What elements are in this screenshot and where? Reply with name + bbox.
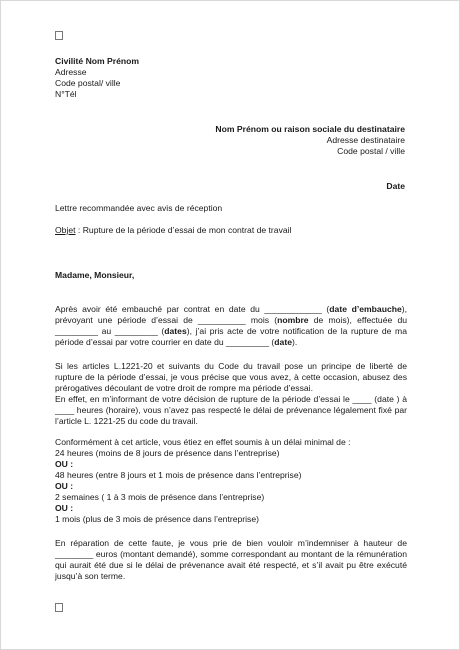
sender-block	[55, 56, 139, 100]
sender-address: Adresse	[55, 67, 87, 77]
paragraph-5-text: En réparation de cette faute, je vous prie de bien vouloir m’indemniser à hauteur de ________ euros (montant demandé), somme correspondant au montant de la rémunération qui aurait été due si le délai de prévenance avait été respecté, et s’il avait pu être exécuté jusqu’à son terme.	[55, 538, 407, 581]
list-item: OU :	[55, 503, 74, 513]
list-item: 1 mois (plus de 3 mois de présence dans l’entreprise)	[55, 514, 259, 524]
list-item: 24 heures (moins de 8 jours de présence dans l’entreprise)	[55, 448, 280, 458]
paragraph-4	[55, 437, 407, 525]
list-item: 48 heures (entre 8 jours et 1 mois de présence dans l’entreprise)	[55, 470, 302, 480]
recipient-block	[215, 124, 405, 157]
paragraph-3-text: En effet, en m’informant de votre décision de rupture de la période d’essai le ____ (date ) à ____ heures (horaire), vous n’avez pas respecté le délai de prévenance légalement fixé par l’article L. 1221-25 du code du travail.	[55, 394, 407, 426]
paragraph-1	[55, 304, 407, 348]
letter-date: Date	[386, 181, 405, 191]
subject-line	[55, 225, 291, 236]
paragraph-4-intro: Conformément à cet article, vous étiez en effet soumis à un délai minimal de :	[55, 437, 351, 447]
delay-list	[55, 448, 407, 525]
paragraph-2-text: Si les articles L.1221-20 et suivants du Code du travail pose un principe de liberté de rupture de la période d’essai, je vous précise que vous avez, à cette occasion, abusez des prérogatives découlant de votre droit de rompre ma période d’essai.	[55, 361, 407, 393]
mail-icon	[55, 31, 63, 40]
subject-text: : Rupture de la période d’essai de mon contrat de travail	[75, 225, 292, 235]
sender-phone: N°Tél	[55, 89, 77, 99]
registered-mail-line: Lettre recommandée avec avis de réception	[55, 203, 223, 213]
sender-name: Civilité Nom Prénom	[55, 56, 140, 66]
recipient-address: Adresse destinataire	[326, 135, 405, 145]
list-item: 2 semaines ( 1 à 3 mois de présence dans l’entreprise)	[55, 492, 265, 502]
subject-label: Objet	[55, 225, 76, 235]
recipient-city: Code postal / ville	[337, 146, 405, 156]
list-item: OU :	[55, 481, 74, 491]
salutation: Madame, Monsieur,	[55, 270, 135, 280]
paragraph-1-text: Après avoir été embauché par contrat en date du ____________ (date d’embauche), prévoyant une période d’essai de __________ mois (nombre de mois), effectuée du _________ au _________ (dates), j’ai pris acte de votre notification de la rupture de ma période d’essai par votre courrier en date du _________ (date).	[55, 304, 407, 347]
paragraph-2	[55, 361, 407, 427]
mail-icon	[55, 603, 63, 612]
paragraph-5	[55, 538, 407, 582]
sender-city: Code postal/ ville	[55, 78, 121, 88]
recipient-name: Nom Prénom ou raison sociale du destinataire	[215, 124, 405, 134]
list-item: OU :	[55, 459, 74, 469]
